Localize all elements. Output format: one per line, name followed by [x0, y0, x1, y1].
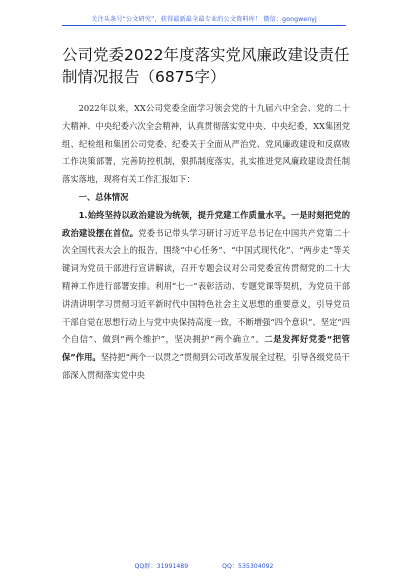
header-divider — [62, 25, 346, 26]
paragraph-text-2: 坚持把“两个一以贯之”贯彻到公司改革发展全过程，引导各级党员干部深入贯彻落实党中央 — [62, 352, 350, 380]
footer — [0, 561, 408, 570]
intro-paragraph: 2022年以来，XX公司党委全面学习领会党的十九届六中全会、党的二十大精神、中央纪委六次全会精神，认真贯彻落实党中央、中央纪委，XX集团党组、纪检组和集团公司党委、纪委关于全面从严治党、党风廉政建设和反腐败工作决策部署，完善防控机制，狠抓制度落实，扎实推进党风廉政建设责任制落实落地，现将有关工作汇报如下： — [62, 103, 350, 185]
footer-qq-group: QQ群：31991489 — [134, 563, 189, 570]
footer-qq: QQ：535304092 — [222, 563, 274, 570]
paragraph-lead-bold: 1.始终坚持以政治建设为统领，提升党建工作质量水平。一是时刻把党的政治建设摆在首位。 — [62, 209, 350, 238]
document-body — [62, 100, 350, 385]
paragraph-lead-bold-2: 二是发挥好党委“把管保”作用。 — [62, 334, 350, 363]
paragraph-text: 党委书记带头学习研讨习近平总书记在中国共产党第二十次全国代表大会上的报告，围绕“中心任务”、“中国式现代化”、“两步走”等关键词为党员干部进行宣讲解读，召开专题会议对公司党委宣传贯彻党的二十大精神工作进行部署安排。利用“七一”表彰活动、专题党课等契机，为党员干部讲清讲明学习贯彻习近平新时代中国特色社会主义思想的重要意义，引导党员干部自觉在思想行动上与党中央保持高度一致，不断增强“四个意识”、坚定“四个自信”、做到“两个维护”，坚决拥护“两个确立”。 — [62, 227, 350, 345]
section-heading: 一、总体情况 — [78, 191, 129, 202]
header-banner: 关注头条号“公文研究”，获得最新最全最专业的公文资料库！ 微信：gongwenyj — [91, 16, 317, 23]
section-paragraph — [62, 207, 350, 385]
document-title: 公司党委2022年度落实党风廉政建设责任制情况报告（6875字） — [62, 46, 350, 86]
